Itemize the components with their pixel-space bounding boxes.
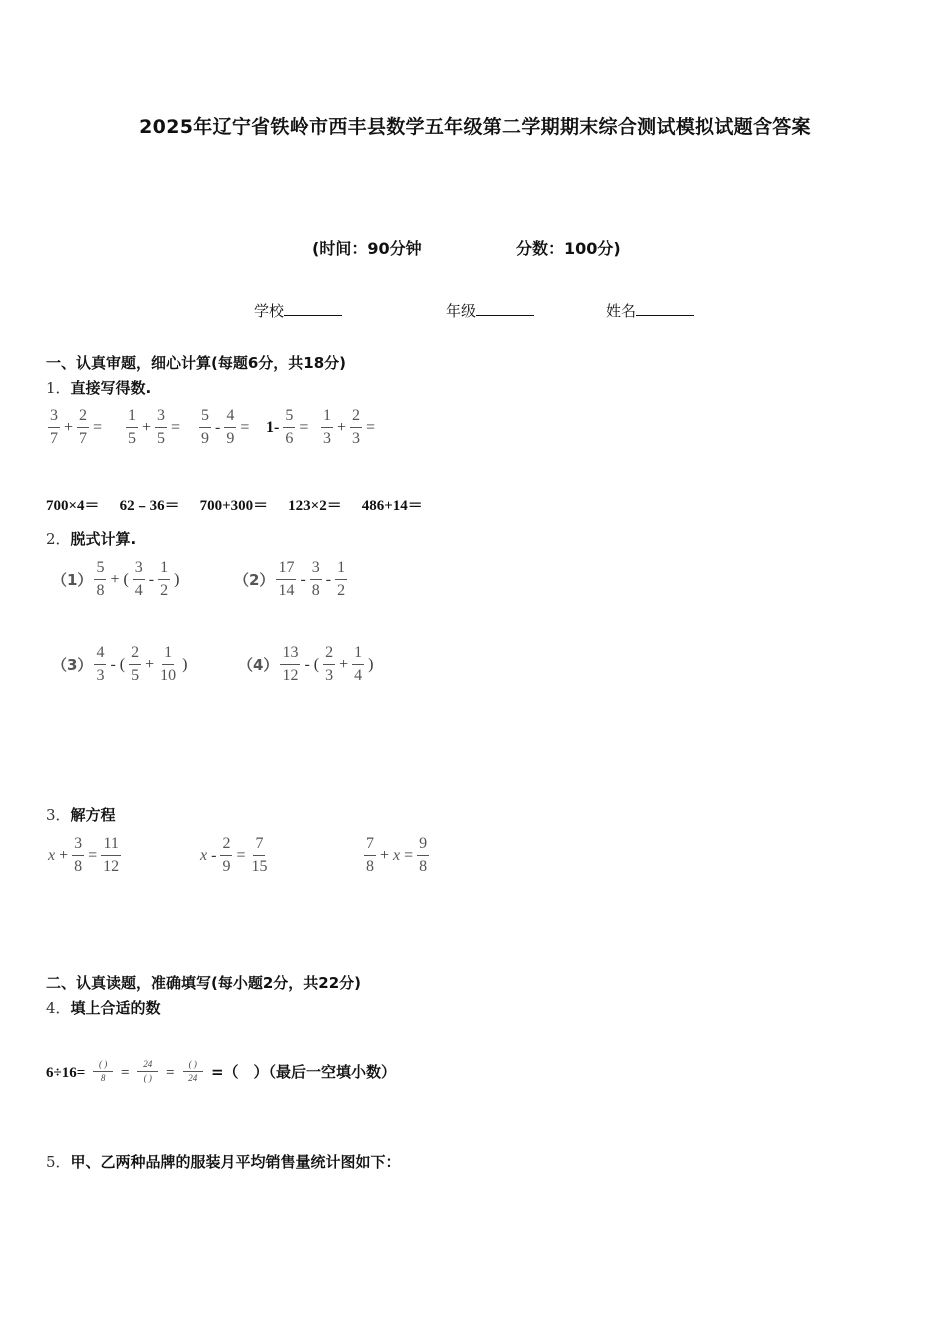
fraction-denominator: 9 bbox=[226, 430, 235, 447]
fraction-numerator: 13 bbox=[280, 645, 300, 665]
name-field[interactable] bbox=[606, 300, 694, 321]
operator: + bbox=[145, 655, 155, 673]
q4-tail: =（ ）（最后一空填小数） bbox=[210, 1063, 397, 1081]
q4-text: 填上合适的数 bbox=[70, 999, 161, 1017]
fraction-numerator: 11 bbox=[101, 836, 120, 856]
fraction-numerator: 9 bbox=[417, 836, 429, 856]
fraction-denominator: 3 bbox=[352, 430, 361, 447]
fraction-denominator: 7 bbox=[50, 430, 58, 447]
fraction-numerator: 1 bbox=[126, 408, 138, 428]
q1-fraction-4 bbox=[264, 408, 310, 447]
q4-number: 4． bbox=[46, 999, 71, 1017]
fraction-numerator: 4 bbox=[94, 645, 106, 665]
operator: - bbox=[211, 846, 217, 864]
fraction-denominator: 3 bbox=[96, 667, 105, 684]
fraction-denominator: 12 bbox=[103, 858, 120, 875]
fraction-numerator: 3 bbox=[133, 560, 145, 580]
question-5 bbox=[46, 1151, 401, 1172]
fraction-numerator: 7 bbox=[253, 836, 265, 856]
fraction-numerator: 5 bbox=[283, 408, 295, 428]
item-label: （4） bbox=[238, 656, 279, 674]
fraction-denominator: 5 bbox=[157, 430, 166, 447]
fraction-numerator: 1 bbox=[321, 408, 333, 428]
fraction-denominator: 8 bbox=[419, 858, 428, 875]
fraction-denominator: 8 bbox=[74, 858, 83, 875]
fraction-denominator: 4 bbox=[354, 667, 363, 684]
operator: - bbox=[215, 418, 221, 436]
blank-denominator[interactable]: ( ) bbox=[143, 1073, 152, 1083]
operator: + bbox=[380, 846, 390, 864]
operator: - bbox=[304, 655, 310, 673]
fraction-denominator: 9 bbox=[222, 858, 231, 875]
fraction-denominator: 8 bbox=[311, 582, 320, 599]
school-label: 学校 bbox=[254, 302, 285, 320]
equals-sign: = bbox=[166, 1065, 175, 1081]
fraction-numerator: 2 bbox=[77, 408, 89, 428]
q2-item-4 bbox=[238, 645, 375, 684]
fraction-numerator: 1 bbox=[352, 645, 364, 665]
equals-sign: = bbox=[93, 418, 103, 436]
fraction-numerator: 4 bbox=[224, 408, 236, 428]
open-paren: ( bbox=[119, 655, 126, 673]
fraction-numerator: 3 bbox=[155, 408, 167, 428]
equals-sign: = bbox=[171, 418, 181, 436]
q3-equation-1 bbox=[46, 836, 123, 875]
mental-item: 123×2＝ bbox=[288, 498, 342, 514]
operator: - bbox=[148, 570, 155, 588]
fraction-denominator: 15 bbox=[251, 858, 268, 875]
equals-sign: = bbox=[236, 846, 246, 864]
q4-lhs: 6÷16= bbox=[46, 1065, 86, 1081]
fraction-denominator: 2 bbox=[160, 582, 169, 599]
fraction-numerator: 24 bbox=[137, 1060, 158, 1072]
q5-number: 5． bbox=[46, 1153, 71, 1171]
fraction-numerator: 5 bbox=[199, 408, 211, 428]
fraction-denominator: 8 bbox=[100, 1073, 106, 1083]
fraction-numerator: 3 bbox=[72, 836, 84, 856]
fraction-denominator: 8 bbox=[96, 582, 105, 599]
mental-item: 700+300＝ bbox=[199, 498, 269, 514]
q3-equation-3 bbox=[362, 836, 431, 875]
exam-score: 分数：100分) bbox=[516, 239, 621, 258]
q1-fraction-3 bbox=[197, 408, 251, 447]
fraction-numerator: 7 bbox=[364, 836, 376, 856]
equals-sign: = bbox=[366, 418, 376, 436]
fraction-denominator: 10 bbox=[160, 667, 177, 684]
mental-item: 486+14＝ bbox=[361, 498, 423, 514]
school-field[interactable] bbox=[254, 300, 342, 321]
operator: + bbox=[64, 418, 74, 436]
equals-sign: = bbox=[88, 846, 98, 864]
school-blank[interactable] bbox=[284, 301, 342, 316]
fraction-numerator: 2 bbox=[129, 645, 141, 665]
equals-sign: = bbox=[240, 418, 250, 436]
page-title: 2025年辽宁省铁岭市西丰县数学五年级第二学期期末综合测试模拟试题含答案 bbox=[139, 116, 811, 138]
fraction-denominator: 2 bbox=[337, 582, 346, 599]
q5-text: 甲、乙两种品牌的服装月平均销售量统计图如下： bbox=[70, 1153, 401, 1171]
fraction-denominator: 3 bbox=[325, 667, 334, 684]
equals-sign: = bbox=[299, 418, 309, 436]
fraction-denominator: 4 bbox=[134, 582, 143, 599]
operator: + bbox=[337, 418, 347, 436]
fraction-numerator: 2 bbox=[323, 645, 335, 665]
item-label: （2） bbox=[234, 571, 275, 589]
mental-item: 62﹣36＝ bbox=[119, 498, 180, 514]
prefix: 1- bbox=[266, 418, 280, 436]
item-label: （3） bbox=[52, 656, 93, 674]
variable: x bbox=[200, 846, 208, 864]
q1-number: 1． bbox=[46, 379, 71, 397]
operator: - bbox=[300, 570, 306, 588]
mental-item: 700×4＝ bbox=[46, 498, 100, 514]
open-paren: ( bbox=[123, 570, 129, 588]
q2-item-1 bbox=[52, 560, 181, 599]
equals-sign: = bbox=[404, 846, 414, 864]
section2-heading: 二、认真读题，准确填写(每小题2分，共22分) bbox=[46, 974, 362, 992]
close-paren: ) bbox=[368, 655, 374, 673]
fraction-denominator: 5 bbox=[131, 667, 140, 684]
fraction-denominator: 24 bbox=[188, 1073, 198, 1083]
q2-number: 2． bbox=[46, 530, 71, 548]
fraction-numerator: 1 bbox=[158, 560, 170, 580]
grade-field[interactable] bbox=[446, 300, 534, 321]
fraction-numerator: 3 bbox=[48, 408, 60, 428]
operator: + bbox=[339, 655, 349, 673]
variable: x bbox=[393, 846, 401, 864]
mental-math-row bbox=[46, 494, 443, 515]
fraction-denominator: 3 bbox=[323, 430, 331, 447]
question-4 bbox=[46, 997, 161, 1018]
grade-blank[interactable] bbox=[476, 301, 534, 316]
operator: + bbox=[59, 846, 69, 864]
name-label: 姓名 bbox=[606, 302, 637, 320]
q3-equation-2 bbox=[198, 836, 271, 875]
fraction-denominator: 6 bbox=[285, 430, 294, 447]
name-blank[interactable] bbox=[636, 301, 694, 316]
fraction-numerator: 2 bbox=[350, 408, 362, 428]
q1-text: 直接写得数. bbox=[70, 379, 152, 397]
fraction-denominator: 8 bbox=[366, 858, 374, 875]
fraction-numerator: 17 bbox=[276, 560, 296, 580]
fraction-denominator: 12 bbox=[282, 667, 299, 684]
blank-numerator[interactable]: ( ) bbox=[183, 1060, 203, 1072]
close-paren: ) bbox=[174, 570, 180, 588]
variable: x bbox=[48, 846, 56, 864]
exam-time: (时间：90分钟 bbox=[312, 239, 422, 258]
blank-numerator[interactable]: ( ) bbox=[93, 1060, 113, 1072]
fraction-numerator: 2 bbox=[220, 836, 232, 856]
q3-text: 解方程 bbox=[70, 806, 116, 824]
operator: - bbox=[110, 655, 116, 673]
section1-heading: 一、认真审题，细心计算(每题6分，共18分) bbox=[46, 354, 347, 372]
q2-text: 脱式计算. bbox=[70, 530, 137, 548]
q4-fill-line bbox=[46, 1060, 396, 1083]
operator: - bbox=[325, 570, 332, 588]
q1-fraction-5 bbox=[319, 408, 377, 447]
q1-fraction-2 bbox=[124, 408, 182, 447]
equals-sign: = bbox=[121, 1065, 130, 1081]
open-paren: ( bbox=[313, 655, 320, 673]
fraction-denominator: 5 bbox=[128, 430, 136, 447]
operator: + bbox=[142, 418, 152, 436]
fraction-numerator: 1 bbox=[162, 645, 174, 665]
fraction-numerator: 5 bbox=[94, 560, 106, 580]
question-1 bbox=[46, 377, 151, 398]
operator: + bbox=[110, 570, 120, 588]
item-label: （1） bbox=[52, 571, 93, 589]
q3-number: 3． bbox=[46, 806, 71, 824]
q2-item-3 bbox=[52, 645, 189, 684]
fraction-numerator: 1 bbox=[335, 560, 347, 580]
fraction-denominator: 14 bbox=[278, 582, 295, 599]
grade-label: 年级 bbox=[446, 302, 477, 320]
close-paren: ) bbox=[182, 655, 188, 673]
question-3 bbox=[46, 804, 116, 825]
q1-fraction-1 bbox=[46, 408, 104, 447]
q2-item-2 bbox=[234, 560, 349, 599]
question-2 bbox=[46, 528, 136, 549]
fraction-denominator: 7 bbox=[79, 430, 88, 447]
fraction-numerator: 3 bbox=[310, 560, 322, 580]
fraction-denominator: 9 bbox=[201, 430, 209, 447]
